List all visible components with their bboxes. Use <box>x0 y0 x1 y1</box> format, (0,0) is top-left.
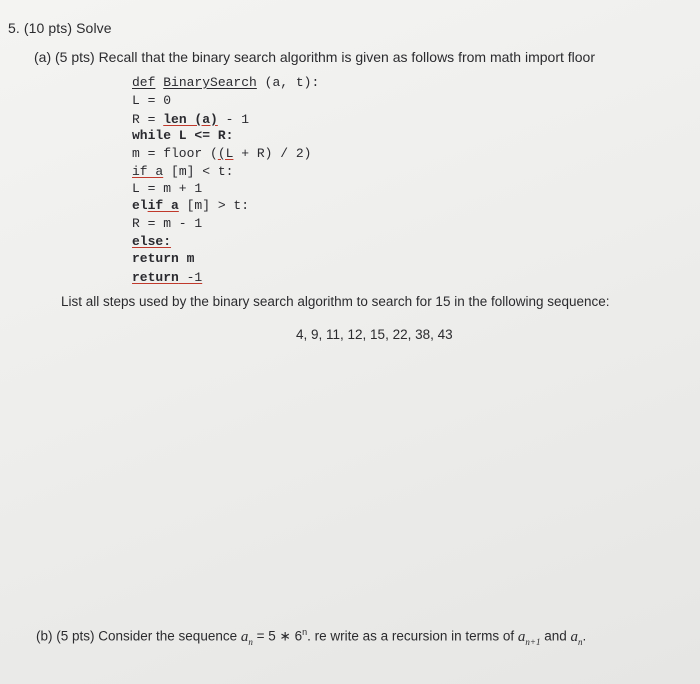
code-return-val: -1 <box>178 270 203 285</box>
code-m-prefix: m = floor ( <box>132 146 218 161</box>
code-elif-rest: [m] > t: <box>178 198 250 213</box>
code-m-suffix: + R) / 2) <box>233 146 312 161</box>
part-b-question <box>36 627 586 647</box>
part-b-a-n-end: $a_n$ <box>570 628 583 647</box>
code-if-rest: [m] < t: <box>163 164 234 179</box>
code-elif-prefix: el <box>132 198 148 213</box>
code-line-return-neg <box>132 270 202 285</box>
code-line-return-m: return m <box>132 251 195 266</box>
code-line-l-update: L = m + 1 <box>132 181 203 196</box>
part-b-mid: . re write as a recursion in terms of <box>307 628 518 644</box>
code-func-name: BinarySearch <box>163 75 257 90</box>
code-line-if <box>132 164 233 179</box>
code-def-rest: (a, t): <box>256 75 320 90</box>
code-r-prefix: R = <box>132 112 164 127</box>
code-line-else: else: <box>132 234 172 249</box>
search-sequence: 4, 9, 11, 12, 15, 22, 38, 43 <box>296 327 453 342</box>
part-a-intro: (a) (5 pts) Recall that the binary search algorithm is given as follows from math import floor <box>34 49 595 65</box>
code-if-ul: if a <box>132 164 164 179</box>
code-m-ul: (L <box>217 146 234 161</box>
part-a-instruction: List all steps used by the binary search algorithm to search for 15 in the following sequence: <box>61 294 610 309</box>
code-line-def <box>132 75 319 90</box>
code-return-kw: return <box>132 270 179 285</box>
part-b-and: and <box>540 628 571 644</box>
code-def-keyword: def <box>132 75 156 90</box>
code-line-r-update: R = m - 1 <box>132 216 203 231</box>
code-elif-ul: if a <box>147 198 179 213</box>
part-b-equals: = 5 ∗ 6 <box>252 628 303 644</box>
code-line-r-init <box>132 112 249 127</box>
code-line-while: while L <= R: <box>132 128 234 143</box>
code-r-suffix: - 1 <box>217 112 250 127</box>
code-line-l-init: L = 0 <box>132 93 172 108</box>
code-line-elif <box>132 198 249 213</box>
code-len-call: len (a) <box>163 112 218 127</box>
part-b-a-n1: $a_{n+1}$ <box>517 628 541 647</box>
part-b-prefix: (b) (5 pts) Consider the sequence <box>36 628 241 644</box>
part-b-exponent: n <box>302 627 308 637</box>
part-b-end: . <box>582 628 587 644</box>
part-b-a-n: $a_n$ <box>240 628 253 647</box>
code-line-midpoint <box>132 146 311 161</box>
question-title: 5. (10 pts) Solve <box>8 20 112 36</box>
